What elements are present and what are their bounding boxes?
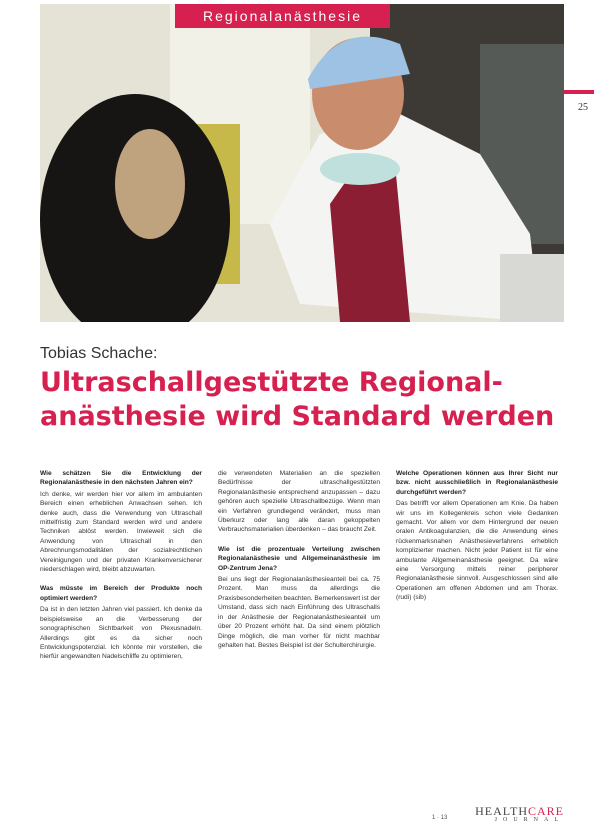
article-title — [40, 366, 560, 434]
answer: Ich denke, wir werden hier vor allem im ambulanten Bereich einen erheblichen Anwachsen sehen. Ich denke auch, dass die Verwendung von Ultraschall mittelfristig zum Standard werden wird und andere Techniken ablöst werden. Inwieweit sich die Anwendung von Ultraschall in den Abrechnungsmodalitäten der sozialrechtlichen Vereinigungen und der privaten Krankenversicherer niederschlagen wird, bleibt abzuwarten. — [40, 490, 202, 574]
question: Welche Operationen können aus Ihrer Sicht nur bzw. nicht ausschließlich in Regionalanästhesie durchgeführt werden? — [396, 470, 558, 496]
answer: Da ist in den letzten Jahren viel passiert. Ich denke da beispielsweise an die Verbesserung der sonographischen Sichtbarkeit von Plexusnadeln. Allerdings gibt es da sicher noch Entwicklungspotenzial. Ich könnte mir vorstellen, die hierfür angewandten Nadelschliffe zu optimieren, — [40, 606, 202, 661]
logo-text-health: HEALTH — [475, 804, 528, 818]
author-name: Tobias Schache: — [40, 345, 158, 362]
title-line-2: anästhesie wird Standard werden — [40, 401, 555, 432]
question: Wie schätzen Sie die Entwicklung der Regionalanästhesie in den nächsten Jahren ein? — [40, 470, 202, 487]
page-accent-bar — [564, 90, 594, 94]
answer: Bei uns liegt der Regionalanästhesieanteil bei ca. 75 Prozent. Man muss da allerdings die Praxisbesonderheiten beachten. Bemerkenswert ist der Umstand, dass sich nach Einführung des Ultraschalls in der Anästhesie der Regionalanästhesieanteil um über 20 Prozent erhöht hat. Da sind einem plötzlich Dinge möglich, die man vorher für nicht machbar gehalten hat. Bestes Beispiel ist der Schulterchirurgie. — [218, 576, 381, 649]
logo-text-journal: JOURNAL — [494, 817, 564, 823]
section-banner: Regionalanästhesie — [175, 4, 390, 28]
footer-page-number: 1 · 13 — [432, 815, 448, 821]
text-column-2 — [218, 469, 380, 652]
logo-text-care: CARE — [527, 804, 564, 818]
answer: die verwendeten Materialien an die speziellen Bedürfnisse der ultraschallgestützten Regionalanästhesie entsprechend anzupassen – dazu gehören auch spezielle Ultraschallbezüge. Wenn man ein Verfahren grundlegend verändert, muss man Überkurz oder lang alle daran gekoppelten Verbrauchsmaterialien überdenken – das braucht Zeit. — [218, 470, 380, 534]
page-number: 25 — [578, 102, 588, 113]
text-column-3 — [396, 469, 558, 605]
question: Wie ist die prozentuale Verteilung zwischen Regionalanästhesie und Allgemeinanästhesie im OP-Zentrum Jena? — [218, 545, 380, 572]
answer: Das betrifft vor allem Operationen am Knie. Da haben wir uns im Kollegenkreis schon viele Gedanken gemacht. Vor allem vor dem Hintergrund der neuen oralen Antikoagulanzien, die die Anwendung eines rückenmarksnahen Anästhesieverfahrens erheblich komplizierter machen. Nicht jeder Patient ist für eine ambulante Allgemeinanästhesie geeignet. Da wäre eine Versorgung mittels reiner peripherer Regionalanästhesie sinnvoll. Ausgeschlossen sind alle Operationen am offenen Abdomen und am Thorax. (rudi) (sib) — [396, 500, 558, 602]
question: Was müsste im Bereich der Produkte noch optimiert werden? — [40, 585, 202, 602]
title-line-1: Ultraschallgestützte Regional- — [40, 367, 503, 398]
healthcare-journal-logo — [475, 805, 564, 823]
interview-photo — [40, 4, 564, 322]
text-column-1 — [40, 469, 202, 664]
